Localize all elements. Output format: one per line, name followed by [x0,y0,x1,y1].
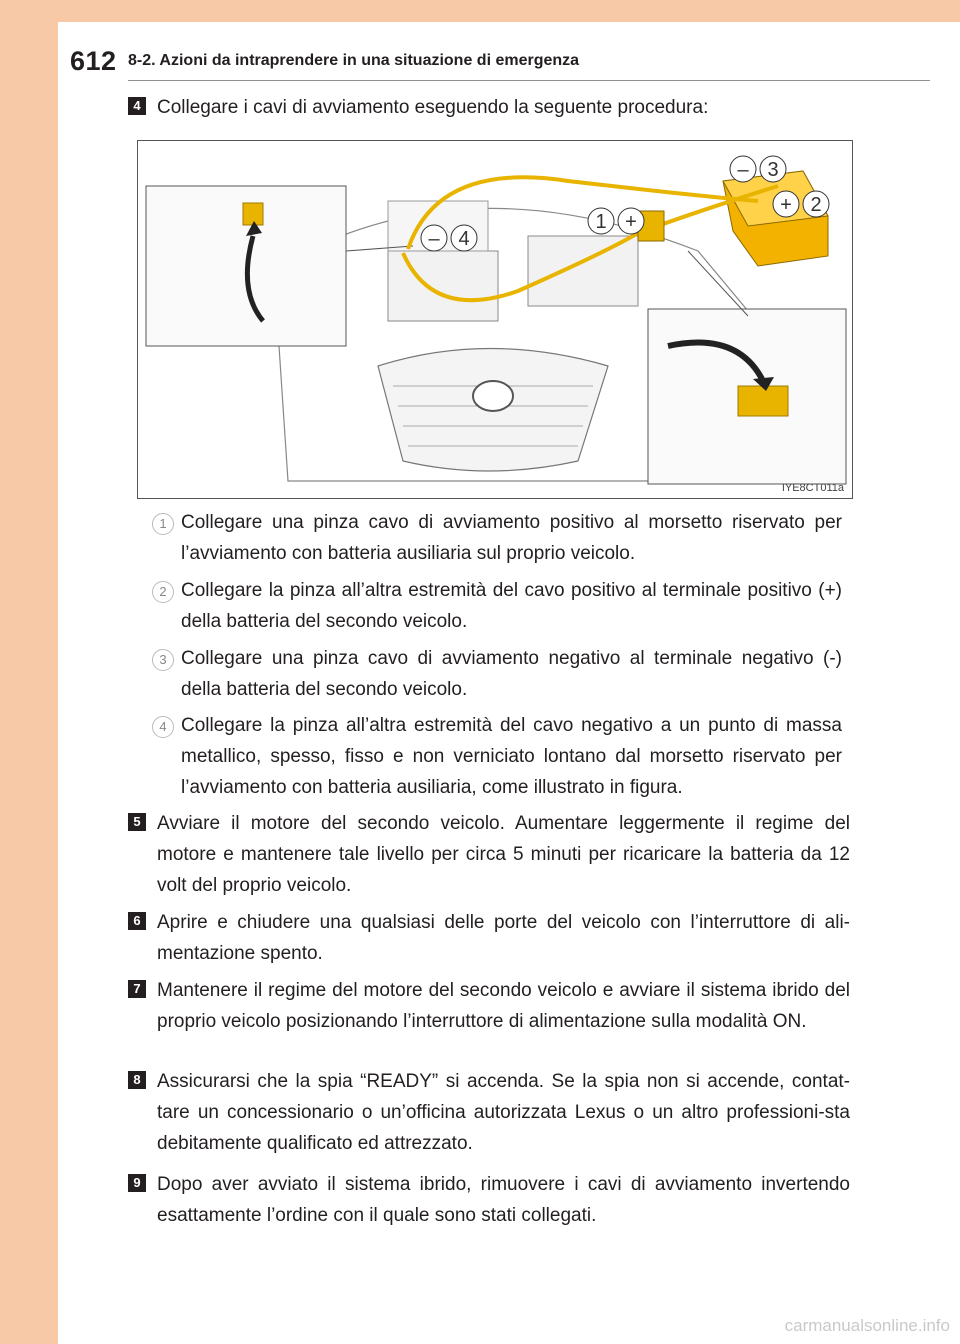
page-top-band [58,0,960,22]
header-divider [128,80,930,81]
substep-1 [152,507,842,569]
substep-text: Collegare una pinza cavo di avviamento negativo al terminale negativo (-) della batteria del secondo veicolo. [181,648,842,700]
substep-number: 3 [152,649,174,671]
step-badge: 4 [128,97,146,115]
step-text: Dopo aver avviato il sistema ibrido, rimuovere i cavi di avviamento invertendo esattamente l’ordine con il quale sono stati collegati. [157,1174,850,1226]
step-7 [128,975,850,1037]
step-badge: 5 [128,813,146,831]
page-header [70,40,930,80]
substep-number: 2 [152,581,174,603]
step-badge: 8 [128,1071,146,1089]
svg-text:2: 2 [810,194,822,216]
page-number: 612 [70,46,117,76]
svg-text:1: 1 [595,211,607,233]
step-5 [128,808,850,901]
svg-text:4: 4 [458,228,470,250]
substep-text: Collegare la pinza all’altra estremità del cavo positivo al terminale positivo (+) della batteria del secondo veicolo. [181,580,842,632]
step-4 [128,92,850,123]
step-text: Assicurarsi che la spia “READY” si accenda. Se la spia non si accende, contat-tare un concessionario o un’officina autorizzata Lexus o un altro professioni-sta debitamente qualificato ed attrezzato. [157,1071,850,1154]
substep-2 [152,575,842,637]
svg-text:–: – [737,159,749,181]
step-badge: 9 [128,1174,146,1192]
step-text: Avviare il motore del secondo veicolo. Aumentare leggermente il regime del motore e mantenere tale livello per circa 5 minuti per ricaricare la batteria da 12 volt del proprio veicolo. [157,813,850,896]
svg-text:+: + [780,194,792,216]
substep-4 [152,710,842,803]
step-9 [128,1169,850,1231]
step-badge: 6 [128,912,146,930]
page-side-band [0,0,58,1344]
watermark: carmanualsonline.info [784,1316,950,1335]
section-title: 8-2. Azioni da intraprendere in una situazione di emergenza [128,52,580,69]
substep-text: Collegare una pinza cavo di avviamento positivo al morsetto riservato per l’avviamento con batteria ausiliaria sul proprio veicolo. [181,512,842,564]
jump-start-illustration [137,140,853,499]
svg-text:+: + [625,211,637,233]
svg-text:–: – [428,228,440,250]
svg-text:3: 3 [767,159,779,181]
substep-text: Collegare la pinza all’altra estremità del cavo negativo a un punto di massa metallico, spesso, fisso e non verniciato lontano dal morsetto riservato per l’avviamento con batteria ausiliaria, come illustrato in figura. [181,715,842,798]
step-text: Mantenere il regime del motore del secondo veicolo e avviare il sistema ibrido del proprio veicolo posizionando l’interruttore di alimentazione sulla modalità ON. [157,980,850,1032]
substep-number: 1 [152,513,174,535]
step-6 [128,907,850,969]
step-text: Collegare i cavi di avviamento eseguendo la seguente procedura: [157,97,709,118]
engine-bay-drawing [138,141,852,498]
substep-3 [152,643,842,705]
step-badge: 7 [128,980,146,998]
substep-number: 4 [152,716,174,738]
step-8 [128,1066,850,1159]
step-text: Aprire e chiudere una qualsiasi delle porte del veicolo con l’interruttore di ali-mentazione spento. [157,912,850,964]
figure-code: IYE8CT011a [781,482,844,494]
